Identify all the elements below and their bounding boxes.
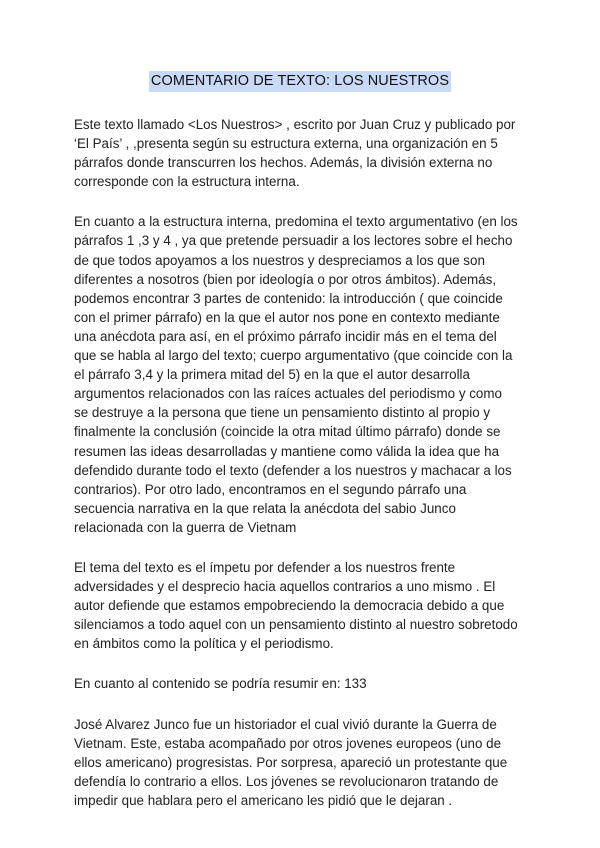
text-line: José Alvarez Junco fue un historiador el cual vivió durante la Guerra de bbox=[74, 716, 497, 732]
text-line: impedir que hablara pero el americano les pidió que le dejaran . bbox=[74, 792, 453, 808]
text-line: ‘El País’ , ,presenta según su estructura externa, una organización en 5 bbox=[74, 136, 498, 152]
text-line: que se habla al largo del texto; cuerpo argumentativo (que coincide con la bbox=[74, 348, 513, 364]
paragraph-structure-external bbox=[74, 115, 532, 191]
paragraph-summary-intro bbox=[74, 674, 532, 693]
text-line: Vietnam. Este, estaba acompañado por otros jovenes europeos (uno de bbox=[74, 735, 502, 751]
text-line: En cuanto al contenido se podría resumir en: 133 bbox=[74, 676, 367, 692]
text-line: diferentes a nosotros (bien por ideología o por otros ámbitos). Además, bbox=[74, 271, 497, 287]
text-line: podemos encontrar 3 partes de contenido: la introducción ( que coincide bbox=[74, 290, 503, 306]
text-line: defendía lo contrario a ellos. Los jóvenes se revolucionaron tratando de bbox=[74, 773, 499, 789]
text-line: autor defiende que estamos empobreciendo la democracia debido a que bbox=[74, 598, 505, 614]
paragraph-theme bbox=[74, 558, 532, 653]
text-line: argumentos relacionados con las raíces actuales del periodismo y como bbox=[74, 386, 502, 402]
text-line: de que todos apoyamos a los nuestros y despreciamos a los que son bbox=[74, 252, 485, 268]
document-body bbox=[74, 115, 532, 831]
text-line: defendido durante todo el texto (defender a los nuestros y machacar a los bbox=[74, 462, 512, 478]
text-line: secuencia narrativa en la que relata la anécdota del sabio Junco bbox=[74, 500, 456, 516]
text-line: adversidades y el desprecio hacia aquellos contrarios a uno mismo . El bbox=[74, 579, 496, 595]
text-line: con el primer párrafo) en la que el autor nos pone en contexto mediante bbox=[74, 309, 500, 325]
text-line: una anécdota para así, en el próximo párrafo incidir más en el tema del bbox=[74, 328, 497, 344]
text-line: resumen las ideas desarrolladas y mantiene como válida la idea que ha bbox=[74, 443, 500, 459]
document-title: COMENTARIO DE TEXTO: LOS NUESTROS bbox=[149, 71, 451, 92]
title-container bbox=[0, 71, 600, 92]
text-line: contrarios). Por otro lado, encontramos en el segundo párrafo una bbox=[74, 481, 467, 497]
text-line: relacionada con la guerra de Vietnam bbox=[74, 519, 297, 535]
text-line: el párrafo 3,4 y la primera mitad del 5) en la que el autor desarrolla bbox=[74, 367, 470, 383]
text-line: En cuanto a la estructura interna, predomina el texto argumentativo (en los bbox=[74, 214, 518, 230]
text-line: párrafos donde transcurren los hechos. Además, la división externa no bbox=[74, 155, 493, 171]
text-line: ellos americano) progresistas. Por sorpresa, apareció un protestante que bbox=[74, 754, 508, 770]
text-line: corresponde con la estructura interna. bbox=[74, 174, 300, 190]
text-line: Este texto llamado <Los Nuestros> , escrito por Juan Cruz y publicado por bbox=[74, 117, 516, 132]
text-line: El tema del texto es el ímpetu por defender a los nuestros frente bbox=[74, 559, 456, 575]
text-line: silenciamos a todo aquel con un pensamiento distinto al nuestro sobretodo bbox=[74, 617, 518, 633]
text-line: párrafos 1 ,3 y 4 , ya que pretende persuadir a los lectores sobre el hecho bbox=[74, 233, 513, 249]
text-line: finalmente la conclusión (coincide la otra mitad último párrafo) donde se bbox=[74, 424, 501, 440]
text-line: se destruye a la persona que tiene un pensamiento distinto al propio y bbox=[74, 405, 491, 421]
paragraph-structure-internal bbox=[74, 212, 532, 537]
text-line: en ámbitos como la política y el periodismo. bbox=[74, 636, 334, 652]
paragraph-summary bbox=[74, 715, 532, 810]
